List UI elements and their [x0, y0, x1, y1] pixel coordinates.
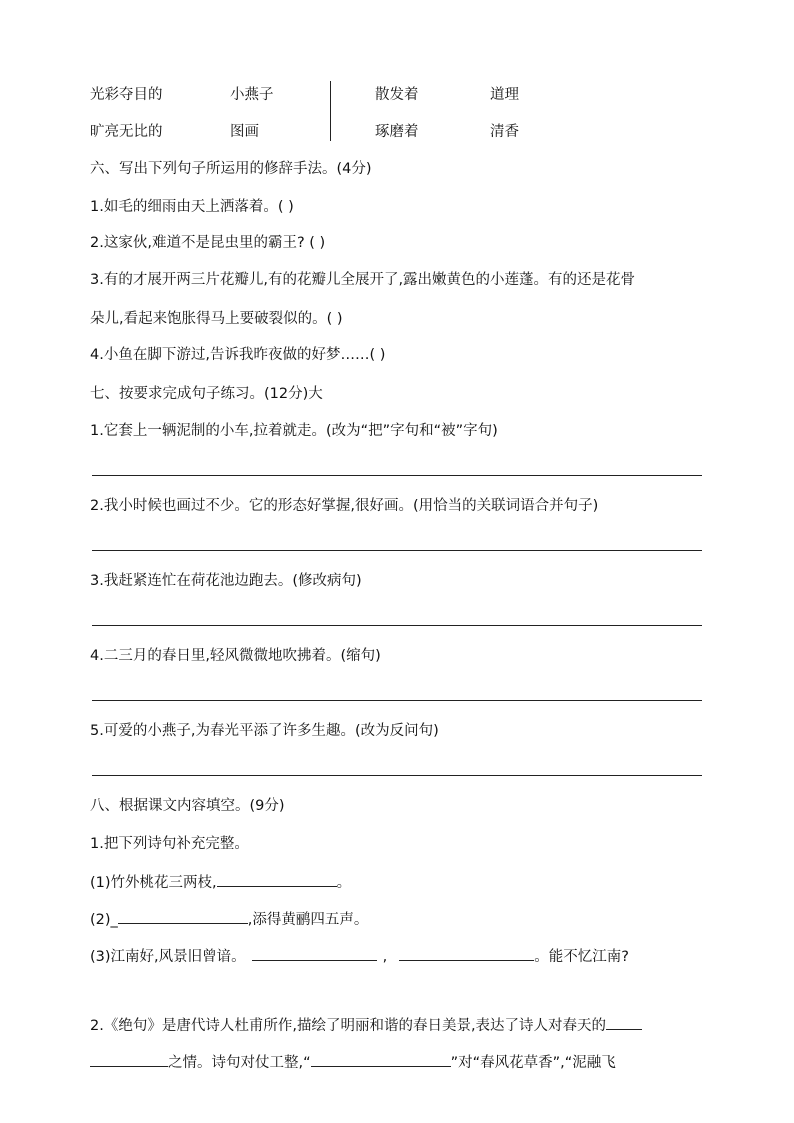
poem-line-2-start: (2)_ [90, 912, 118, 928]
section6-title: 六、写出下列句子所运用的修辞手法。(4分) [90, 161, 372, 177]
section6-item-2: 2.这家伙,难道不是昆虫里的霸王? ( ) [90, 235, 326, 251]
q2-line-2 [90, 1050, 616, 1073]
match-right-word-4: 清香 [490, 124, 519, 140]
answer-line-3[interactable] [92, 625, 702, 626]
match-left-word-4: 图画 [230, 124, 259, 140]
fill-blank-5a[interactable] [606, 1013, 642, 1030]
fill-blank-5b[interactable] [90, 1050, 168, 1067]
poem-line-3 [90, 944, 629, 967]
poem-line-2 [90, 907, 368, 930]
section8-q1: 1.把下列诗句补充完整。 [90, 836, 249, 852]
section7-item-2: 2.我小时候也画过不少。它的形态好掌握,很好画。(用恰当的关联词语合并句子) [90, 498, 599, 514]
match-left-word-2: 小燕子 [230, 87, 274, 103]
fill-blank-6[interactable] [311, 1050, 451, 1067]
q2-line-1 [90, 1013, 642, 1036]
section7-item-1: 1.它套上一辆泥制的小车,拉着就走。(改为“把”字句和“被”字句) [90, 423, 498, 439]
poem-line-3-text: (3)江南好,风景旧曾谙。 [90, 949, 246, 965]
match-right-word-2: 道理 [490, 87, 519, 103]
poem-line-1-text: (1)竹外桃花三两枝, [90, 875, 217, 891]
section6-item-3-cont: 朵儿,看起来饱胀得马上要破裂似的。( ) [90, 311, 343, 327]
answer-line-4[interactable] [92, 700, 702, 701]
answer-line-2[interactable] [92, 550, 702, 551]
q2-line-2-text-a: 之情。诗句对仗工整,“ [168, 1055, 311, 1071]
column-divider [330, 81, 331, 141]
poem-line-3-end: 。能不忆江南? [534, 949, 629, 965]
fill-blank-3[interactable] [252, 944, 377, 961]
poem-line-2-text: ,添得黄鹂四五声。 [247, 912, 369, 928]
section7-item-5: 5.可爱的小燕子,为春光平添了许多生趣。(改为反问句) [90, 723, 439, 739]
fill-blank-2[interactable] [118, 907, 248, 924]
fill-blank-1[interactable] [217, 870, 337, 887]
section7-item-3: 3.我赶紧连忙在荷花池边跑去。(修改病句) [90, 573, 362, 589]
poem-line-1-end: 。 [336, 875, 352, 891]
answer-line-1[interactable] [92, 475, 702, 476]
section6-item-1: 1.如毛的细雨由天上洒落着。( ) [90, 199, 294, 215]
match-left-word-1: 光彩夺目的 [90, 87, 163, 103]
section6-item-4: 4.小鱼在脚下游过,告诉我昨夜做的好梦……( ) [90, 347, 386, 363]
poem-line-1 [90, 870, 351, 893]
section6-item-3: 3.有的才展开两三片花瓣儿,有的花瓣儿全展开了,露出嫩黄色的小莲蓬。有的还是花骨 [90, 272, 636, 288]
answer-line-5[interactable] [92, 775, 702, 776]
q2-line-1-text: 2.《绝句》是唐代诗人杜甫所作,描绘了明丽和谐的春日美景,表达了诗人对春天的 [90, 1018, 607, 1034]
section7-title: 七、按要求完成句子练习。(12分)大 [90, 386, 323, 402]
poem-line-3-comma: , [382, 949, 388, 965]
match-right-word-3: 琢磨着 [375, 124, 419, 140]
section8-title: 八、根据课文内容填空。(9分) [90, 798, 285, 814]
fill-blank-4[interactable] [399, 944, 534, 961]
q2-line-2-text-b: ”对“春风花草香”,“泥融飞 [450, 1055, 616, 1071]
section7-item-4: 4.二三月的春日里,轻风微微地吹拂着。(缩句) [90, 648, 381, 664]
match-right-word-1: 散发着 [375, 87, 419, 103]
match-left-word-3: 旷亮无比的 [90, 124, 163, 140]
